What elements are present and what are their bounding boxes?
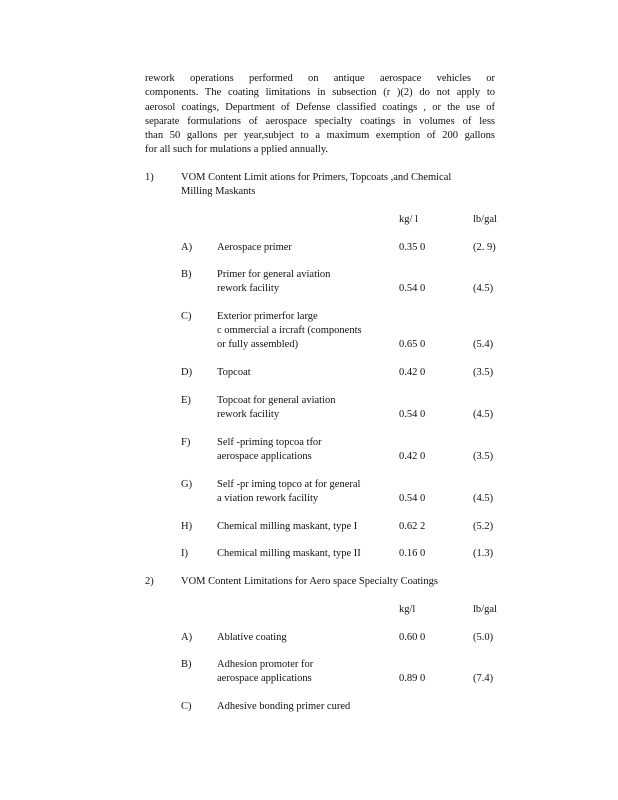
item-lb-value: (4.5) <box>473 409 494 420</box>
item-letter: C) <box>181 311 192 322</box>
item-letter: B) <box>181 659 192 670</box>
item-kg-value: 0.54 0 <box>399 283 426 294</box>
section-2-title: VOM Content Limitations for Aero space Specialty Coatings <box>181 576 438 587</box>
item-kg-value: 0.16 0 <box>399 548 426 559</box>
section-1-unit-kg: kg/ l <box>399 214 418 225</box>
item-description: Aerospace primer <box>217 242 292 253</box>
item-description: Ablative coating <box>217 632 287 643</box>
item-letter: G) <box>181 479 193 490</box>
section-1-title-line1: VOM Content Limit ations for Primers, Topcoats ,and Chemical <box>181 172 452 183</box>
section-1-number: 1) <box>145 172 154 183</box>
item-description: Self -priming topcoa tfor aerospace applications <box>217 437 322 462</box>
item-kg-value: 0.60 0 <box>399 632 426 643</box>
section-1-title-line2: Milling Maskants <box>181 186 256 197</box>
item-description: Chemical milling maskant, type II <box>217 548 361 559</box>
item-lb-value: (4.5) <box>473 493 494 504</box>
item-kg-value: 0.65 0 <box>399 339 426 350</box>
item-kg-value: 0.62 2 <box>399 521 426 532</box>
item-kg-value: 0.42 0 <box>399 451 426 462</box>
item-lb-value: (5.2) <box>473 521 494 532</box>
item-letter: D) <box>181 367 193 378</box>
item-description: Self -pr iming topco at for general a viation rework facility <box>217 479 361 504</box>
item-lb-value: (5.0) <box>473 632 494 643</box>
section-2-unit-kg: kg/l <box>399 604 416 615</box>
intro-line: components. The coating limitations in subsection (r )(2) do not apply to <box>145 87 495 99</box>
intro-line: for all such for mulations a pplied annually. <box>145 144 329 156</box>
item-lb-value: (3.5) <box>473 451 494 462</box>
section-2-unit-lb: lb/gal <box>473 604 497 615</box>
item-letter: E) <box>181 395 191 406</box>
intro-line: aerosol coatings, Department of Defense classified coatings , or the use of <box>145 101 495 113</box>
item-lb-value: (2. 9) <box>473 242 496 253</box>
item-letter: C) <box>181 701 192 712</box>
item-lb-value: (4.5) <box>473 283 494 294</box>
item-letter: B) <box>181 269 192 280</box>
item-description: Adhesion promoter for aerospace applications <box>217 659 314 684</box>
item-lb-value: (5.4) <box>473 339 494 350</box>
item-description: Exterior primerfor large c ommercial a ircraft (components or fully assembled) <box>217 311 362 350</box>
item-description: Primer for general aviation rework facility <box>217 269 331 294</box>
item-letter: A) <box>181 632 193 643</box>
item-letter: H) <box>181 521 193 532</box>
section-1-unit-lb: lb/gal <box>473 214 497 225</box>
item-letter: F) <box>181 437 191 448</box>
section-2-number: 2) <box>145 576 154 587</box>
item-kg-value: 0.54 0 <box>399 409 426 420</box>
item-description: Chemical milling maskant, type I <box>217 521 358 532</box>
item-description: Topcoat for general aviation rework facility <box>217 395 336 420</box>
item-letter: A) <box>181 242 193 253</box>
item-kg-value: 0.35 0 <box>399 242 426 253</box>
item-kg-value: 0.54 0 <box>399 493 426 504</box>
intro-line: rework operations performed on antique aerospace vehicles or <box>145 73 495 84</box>
item-description: Adhesive bonding primer cured <box>217 701 351 712</box>
intro-line: separate formulations of aerospace specialty coatings in volumes of less <box>145 115 495 127</box>
intro-line: than 50 gallons per year,subject to a maximum exemption of 200 gallons <box>145 130 495 142</box>
item-description: Topcoat <box>217 367 251 378</box>
intro-paragraph <box>145 72 495 158</box>
item-letter: I) <box>181 548 188 559</box>
item-lb-value: (1.3) <box>473 548 494 559</box>
item-kg-value: 0.42 0 <box>399 367 426 378</box>
item-lb-value: (7.4) <box>473 673 494 684</box>
section-1-title <box>181 171 491 199</box>
item-kg-value: 0.89 0 <box>399 673 426 684</box>
item-lb-value: (3.5) <box>473 367 494 378</box>
